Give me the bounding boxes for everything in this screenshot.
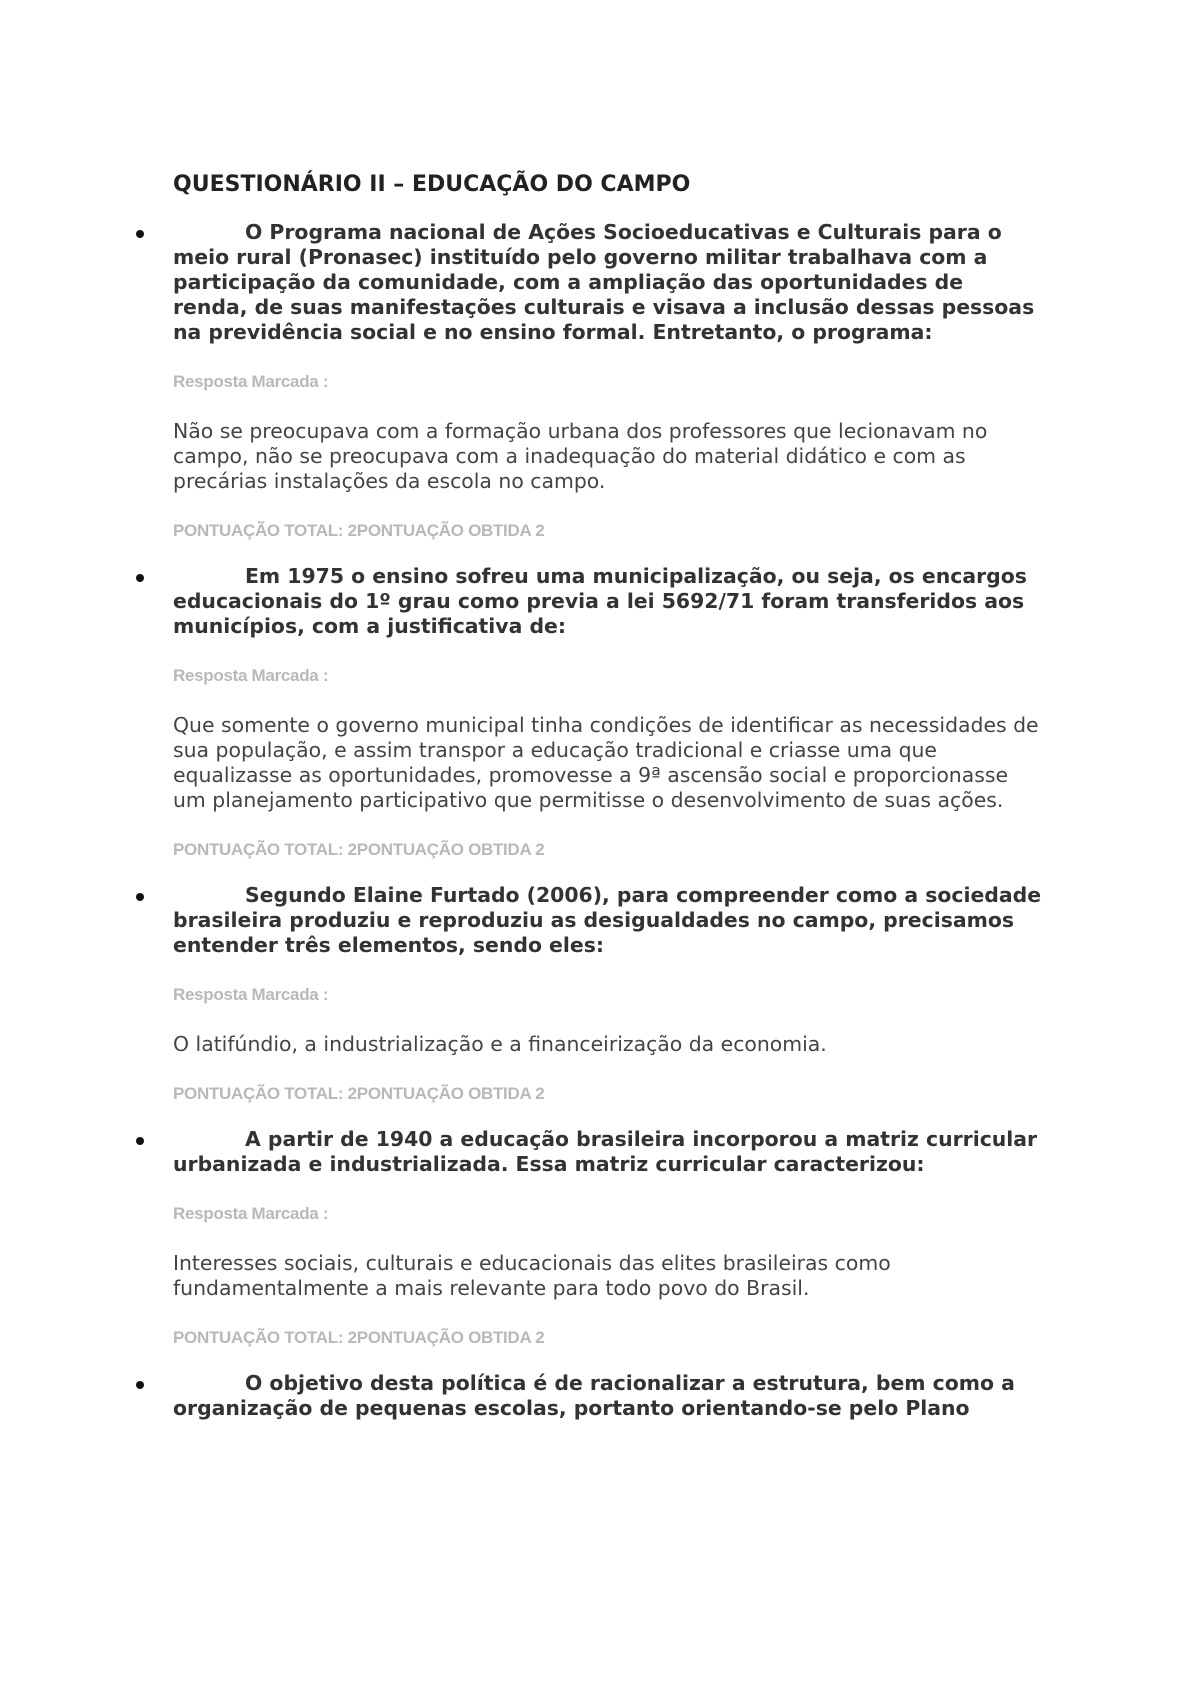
answer-label: Resposta Marcada : <box>173 1204 329 1223</box>
score-text: PONTUAÇÃO TOTAL: 2PONTUAÇÃO OBTIDA 2 <box>173 1328 545 1347</box>
question-item <box>173 883 1043 1105</box>
bullet-icon <box>136 893 144 901</box>
answer-text: Que somente o governo municipal tinha condições de identificar as necessidades de sua população, e assim transpor a educação tradicional e criasse uma que equalizasse as oportunidades, promovesse a 9ª ascensão social e proporcionasse um planejamento participativo que permitisse o desenvolvimento de suas ações. <box>173 713 1039 812</box>
score-text: PONTUAÇÃO TOTAL: 2PONTUAÇÃO OBTIDA 2 <box>173 1084 545 1103</box>
answer-label: Resposta Marcada : <box>173 666 329 685</box>
question-item <box>173 1127 1043 1349</box>
question-text: Em 1975 o ensino sofreu uma municipalização, ou seja, os encargos educacionais do 1º grau como previa a lei 5692/71 foram transferidos aos municípios, com a justificativa de: <box>173 564 1027 638</box>
answer-label: Resposta Marcada : <box>173 372 329 391</box>
answer-text: Não se preocupava com a formação urbana dos professores que lecionavam no campo, não se preocupava com a inadequação do material didático e com as precárias instalações da escola no campo. <box>173 419 988 493</box>
document-title: QUESTIONÁRIO II – EDUCAÇÃO DO CAMPO <box>173 172 691 197</box>
answer-label: Resposta Marcada : <box>173 985 329 1004</box>
bullet-icon <box>136 574 144 582</box>
question-item <box>173 564 1043 861</box>
question-text: Segundo Elaine Furtado (2006), para compreender como a sociedade brasileira produziu e reproduziu as desigualdades no campo, precisamos entender três elementos, sendo eles: <box>173 883 1042 957</box>
question-item <box>173 1371 1043 1421</box>
answer-text: Interesses sociais, culturais e educacionais das elites brasileiras como fundamentalmente a mais relevante para todo povo do Brasil. <box>173 1251 891 1300</box>
score-text: PONTUAÇÃO TOTAL: 2PONTUAÇÃO OBTIDA 2 <box>173 840 545 859</box>
question-item <box>173 220 1043 542</box>
score-text: PONTUAÇÃO TOTAL: 2PONTUAÇÃO OBTIDA 2 <box>173 521 545 540</box>
document-page <box>173 170 1043 1443</box>
answer-text: O latifúndio, a industrialização e a financeirização da economia. <box>173 1032 827 1056</box>
bullet-icon <box>136 230 144 238</box>
question-text: A partir de 1940 a educação brasileira incorporou a matriz curricular urbanizada e industrializada. Essa matriz curricular caracterizou: <box>173 1127 1038 1176</box>
bullet-icon <box>136 1137 144 1145</box>
question-list <box>173 220 1043 1421</box>
question-text: O Programa nacional de Ações Socioeducativas e Culturais para o meio rural (Pronasec) instituído pelo governo militar trabalhava com a participação da comunidade, com a ampliação das oportunidades de renda, de suas manifestações culturais e visava a inclusão dessas pessoas na previdência social e no ensino formal. Entretanto, o programa: <box>173 220 1035 344</box>
question-text: O objetivo desta política é de racionalizar a estrutura, bem como a organização de pequenas escolas, portanto orientando-se pelo Plano <box>173 1371 1015 1420</box>
bullet-icon <box>136 1381 144 1389</box>
